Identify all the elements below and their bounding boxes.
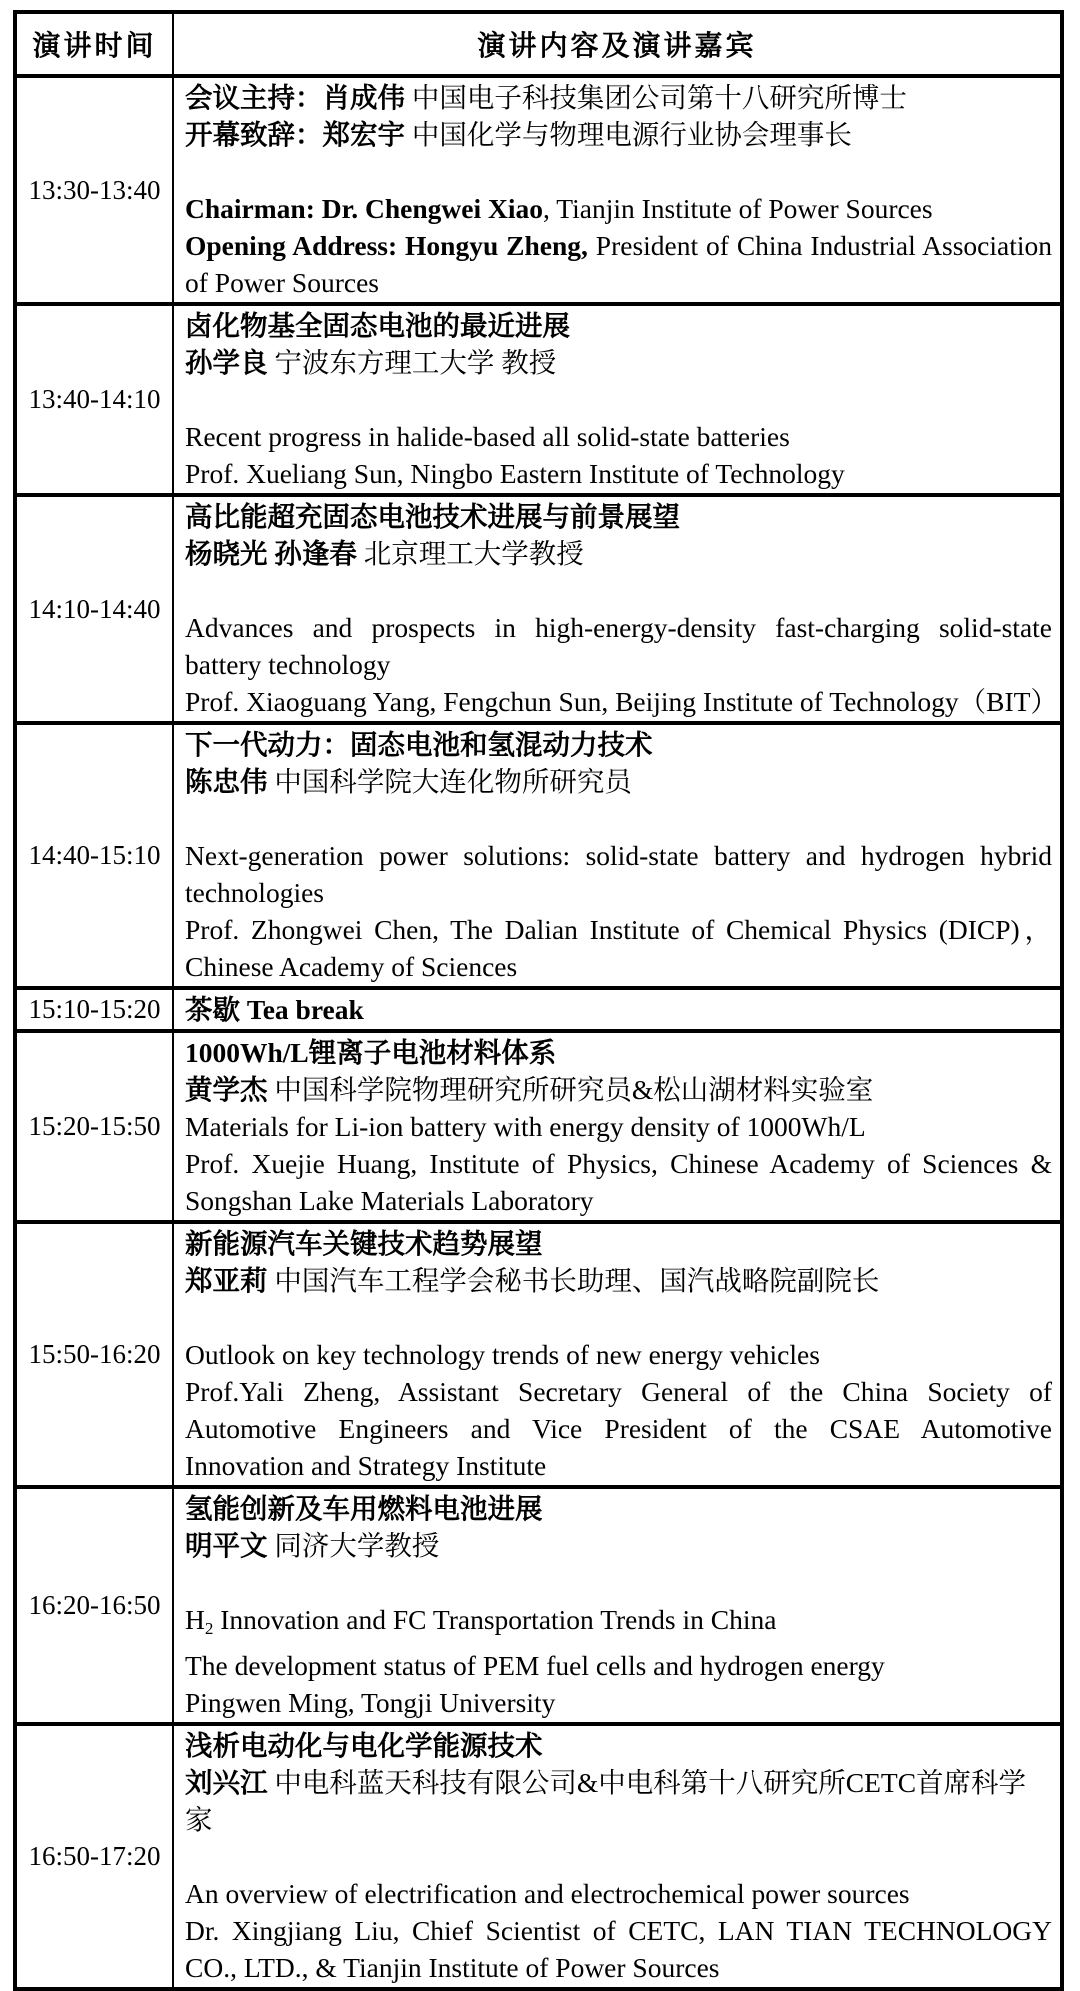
text-segment: Prof.Yali Zheng, Assistant Secretary General of the China Society of Automotive Engineers and Vice President of the CSAE Automotive Innovation and Strategy Institute: [185, 1376, 1052, 1481]
text-segment: 黄学杰: [185, 1074, 268, 1105]
text-line: [185, 190, 1052, 227]
text-line: [185, 79, 1052, 116]
text-line: [185, 1527, 1052, 1564]
text-line: [185, 418, 1052, 455]
text-line: [185, 307, 1052, 344]
text-line: [185, 609, 1052, 683]
session-row: [15, 495, 1062, 723]
text-segment: 陈忠伟: [185, 766, 268, 797]
text-line: [185, 763, 1052, 800]
text-line: [185, 911, 1052, 985]
session-row: [15, 988, 1062, 1031]
text-segment: Innovation and FC Transportation Trends in China: [213, 1604, 777, 1635]
text-line: [185, 991, 1052, 1028]
session-time: 16:20-16:50: [15, 1487, 173, 1724]
text-line: [185, 1108, 1052, 1145]
text-line: [185, 1034, 1052, 1071]
text-line: [185, 1262, 1052, 1299]
text-line: [185, 1373, 1052, 1484]
text-segment: 高比能超充固态电池技术进展与前景展望: [185, 501, 680, 532]
text-segment: 会议主持：肖成伟: [185, 82, 405, 113]
text-line: [185, 498, 1052, 535]
text-segment: H: [185, 1604, 205, 1635]
text-line: [185, 1145, 1052, 1219]
text-segment: 下一代动力：固态电池和氢混动力技术: [185, 729, 653, 760]
text-segment: 新能源汽车关键技术趋势展望: [185, 1228, 543, 1259]
text-segment: 刘兴江: [185, 1766, 268, 1798]
text-segment: Prof. Zhongwei Chen, The Dalian Institute of Chemical Physics (DICP)， Chinese Academy of Sciences: [185, 914, 1052, 982]
session-time: 15:20-15:50: [15, 1031, 173, 1222]
text-segment: Chairman: Dr. Chengwei Xiao: [185, 193, 544, 224]
text-segment: 孙学良: [185, 347, 268, 378]
text-segment: Recent progress in halide-based all solid-state batteries: [185, 421, 790, 452]
session-content: [173, 988, 1062, 1031]
text-line: [185, 1764, 1052, 1838]
text-line: [185, 1225, 1052, 1262]
text-segment: Next-generation power solutions: solid-state battery and hydrogen hybrid technologies: [185, 840, 1052, 908]
text-line: [185, 1727, 1052, 1764]
text-line: [185, 726, 1052, 763]
text-segment: 浅析电动化与电化学能源技术: [185, 1729, 543, 1761]
text-segment: 中国汽车工程学会秘书长助理、国汽战略院副院长: [267, 1265, 880, 1296]
session-content: [173, 1031, 1062, 1222]
text-segment: Materials for Li-ion battery with energy density of 1000Wh/L: [185, 1111, 866, 1142]
text-segment: Dr. Xingjiang Liu, Chief Scientist of CETC, LAN TIAN TECHNOLOGY CO., LTD., & Tianjin Institute of Power Sources: [185, 1914, 1052, 1983]
blank-line: [185, 1564, 1052, 1601]
text-segment: Prof. Xiaoguang Yang, Fengchun Sun, Beijing Institute of Technology（BIT）: [185, 686, 1058, 717]
session-row: [15, 723, 1062, 988]
text-segment: Pingwen Ming, Tongji University: [185, 1686, 556, 1718]
text-line: [185, 1875, 1052, 1912]
text-line: [185, 227, 1052, 301]
session-time: 16:50-17:20: [15, 1724, 173, 1989]
text-line: [185, 535, 1052, 572]
text-line: [185, 1684, 1052, 1721]
text-segment: 茶歇: [185, 994, 240, 1025]
blank-line: [185, 800, 1052, 837]
text-line: [185, 1601, 1052, 1647]
text-segment: 同济大学教授: [267, 1530, 440, 1561]
agenda-table: [13, 10, 1064, 1991]
text-segment: 北京理工大学教授: [356, 538, 584, 569]
text-segment: 中国电子科技集团公司第十八研究所博士: [405, 82, 907, 113]
text-segment: 中电科蓝天科技有限公司&中电科第十八研究所CETC首席科学家: [185, 1766, 1027, 1835]
blank-line: [185, 381, 1052, 418]
text-segment: 郑亚莉: [185, 1265, 268, 1296]
blank-line: [185, 572, 1052, 609]
text-segment: 中国科学院大连化物所研究员: [267, 766, 632, 797]
text-segment: Tea break: [240, 994, 364, 1025]
session-time: 14:40-15:10: [15, 723, 173, 988]
text-segment: 2: [204, 1618, 214, 1638]
session-row: [15, 1724, 1062, 1989]
session-time: 15:50-16:20: [15, 1222, 173, 1487]
text-line: [185, 1647, 1052, 1684]
text-segment: Outlook on key technology trends of new energy vehicles: [185, 1339, 820, 1370]
session-row: [15, 304, 1062, 495]
session-content: [173, 76, 1062, 304]
blank-line: [185, 1838, 1052, 1875]
blank-line: [185, 1299, 1052, 1336]
header-time-label: 演讲时间: [15, 12, 173, 76]
text-segment: The development status of PEM fuel cells and hydrogen energy: [185, 1649, 885, 1681]
session-time: 15:10-15:20: [15, 988, 173, 1031]
header-content-label: 演讲内容及演讲嘉宾: [173, 12, 1062, 76]
text-segment: 开幕致辞：郑宏宇: [185, 119, 405, 150]
blank-line: [185, 153, 1052, 190]
text-segment: Prof. Xueliang Sun, Ningbo Eastern Institute of Technology: [185, 458, 845, 489]
text-line: [185, 1912, 1052, 1986]
session-time: 13:30-13:40: [15, 76, 173, 304]
text-line: [185, 1071, 1052, 1108]
session-content: [173, 723, 1062, 988]
session-row: [15, 1487, 1062, 1724]
text-segment: 卤化物基全固态电池的最近进展: [185, 310, 570, 341]
session-row: [15, 1222, 1062, 1487]
session-row: [15, 76, 1062, 304]
session-time: 13:40-14:10: [15, 304, 173, 495]
text-line: [185, 683, 1058, 720]
text-line: [185, 344, 1052, 381]
text-segment: , Tianjin Institute of Power Sources: [543, 193, 933, 224]
text-line: [185, 1336, 1052, 1373]
text-segment: 杨晓光 孙逢春: [185, 538, 357, 569]
text-line: [185, 116, 1052, 153]
text-segment: Prof. Xuejie Huang, Institute of Physics, Chinese Academy of Sciences & Songshan Lake Materials Laboratory: [185, 1148, 1052, 1216]
session-content: [173, 304, 1062, 495]
session-row: [15, 1031, 1062, 1222]
text-segment: 氢能创新及车用燃料电池进展: [185, 1493, 543, 1524]
session-content: [173, 1222, 1062, 1487]
text-segment: 1000Wh/L锂离子电池材料体系: [185, 1037, 557, 1068]
text-segment: Advances and prospects in high-energy-density fast-charging solid-state battery technology: [185, 612, 1052, 680]
session-time: 14:10-14:40: [15, 495, 173, 723]
session-content: [173, 1487, 1062, 1724]
session-content: [173, 495, 1062, 723]
text-segment: 宁波东方理工大学 教授: [267, 347, 557, 378]
agenda-header-row: [15, 12, 1062, 76]
text-segment: 明平文: [185, 1530, 268, 1561]
agenda-body: [15, 76, 1062, 1989]
text-segment: 中国科学院物理研究所研究员&松山湖材料实验室: [267, 1074, 874, 1105]
text-segment: 中国化学与物理电源行业协会理事长: [405, 119, 852, 150]
text-line: [185, 455, 1052, 492]
text-segment: President of China Industrial Association of Power Sources: [185, 230, 1052, 298]
text-line: [185, 837, 1052, 911]
session-content: [173, 1724, 1062, 1989]
text-line: [185, 1490, 1052, 1527]
text-segment: Opening Address: Hongyu Zheng,: [185, 230, 588, 261]
text-segment: An overview of electrification and electrochemical power sources: [185, 1877, 910, 1909]
